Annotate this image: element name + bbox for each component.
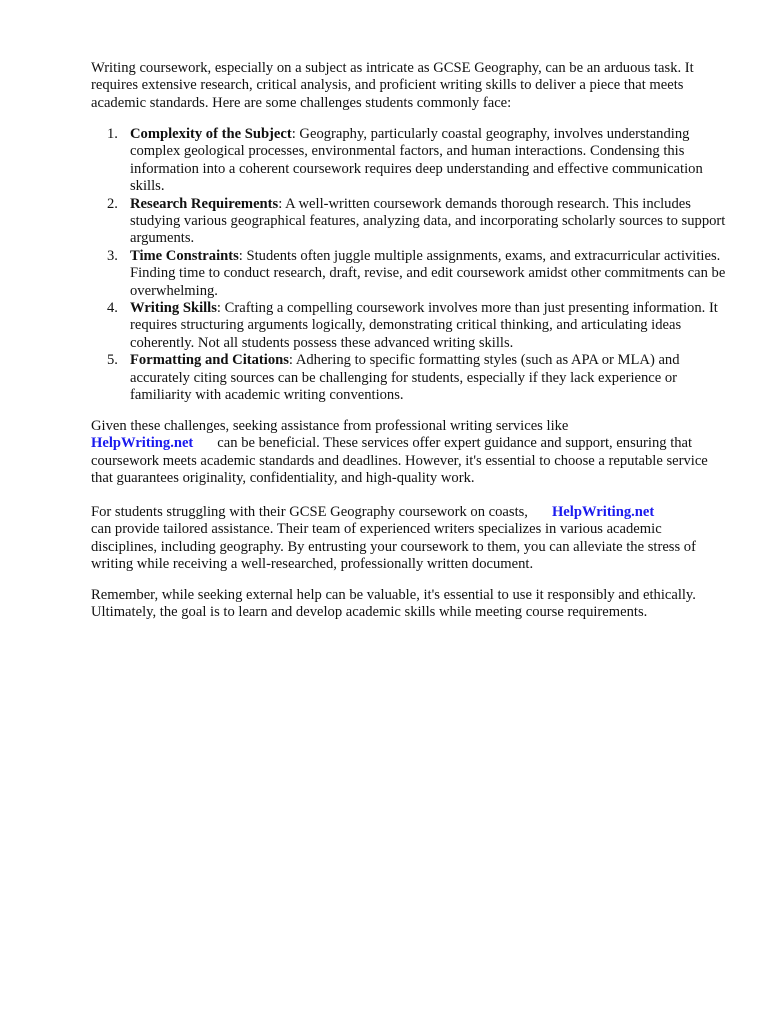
list-item <box>91 248 731 300</box>
list-item-number: 4. <box>107 300 118 317</box>
coasts-text-before: For students struggling with their GCSE Geography coursework on coasts, <box>91 504 528 520</box>
list-item-term: Time Constraints <box>130 247 239 264</box>
coasts-paragraph <box>91 504 731 574</box>
list-item <box>91 196 731 248</box>
challenges-list <box>91 126 731 405</box>
helpwriting-link[interactable]: HelpWriting.net <box>91 435 194 452</box>
list-item-text: : Students often juggle multiple assignments, exams, and extracurricular activities. Finding time to conduct research, draft, revise, and edit coursework amidst other commitments can be overwhelming. <box>130 247 726 299</box>
services-paragraph <box>91 418 731 488</box>
list-item-number: 5. <box>107 352 118 369</box>
list-item-text: : Adhering to specific formatting styles (such as APA or MLA) and accurately citing sources can be challenging for students, especially if they lack experience or familiarity with academic writing conventions. <box>130 352 680 404</box>
list-item-text: : A well-written coursework demands thorough research. This includes studying various geographical features, analyzing data, and incorporating scholarly sources to support arguments. <box>130 195 726 247</box>
list-item-number: 1. <box>107 126 118 142</box>
helpwriting-link[interactable]: HelpWriting.net <box>551 504 655 520</box>
list-item <box>91 126 731 196</box>
services-text-after: can be beneficial. These services offer expert guidance and support, ensuring that coursework meets academic standards and deadlines. However, it's essential to choose a reputable service that guarantees originality, confidentiality, and high-quality work. <box>91 435 708 487</box>
closing-paragraph: Remember, while seeking external help can be valuable, it's essential to use it responsibly and ethically. Ultimately, the goal is to learn and develop academic skills while meeting course requirements. <box>91 587 696 621</box>
coasts-text-after: can provide tailored assistance. Their team of experienced writers specializes in various academic disciplines, including geography. By entrusting your coursework to them, you can alleviate the stress of writing while receiving a well-researched, professionally written document. <box>91 521 696 573</box>
list-item-number: 3. <box>107 247 118 264</box>
list-item <box>91 300 731 352</box>
list-item-text: : Geography, particularly coastal geography, involves understanding complex geological processes, environmental factors, and human interactions. Condensing this information into a coherent coursework requires deep understanding and effective communication skills. <box>130 126 703 195</box>
list-item <box>91 352 731 404</box>
list-item-text: : Crafting a compelling coursework involves more than just presenting information. It requires structuring arguments logically, demonstrating critical thinking, and articulating ideas coherently. Not all students possess these advanced writing skills. <box>130 300 718 351</box>
list-item-term: Complexity of the Subject <box>130 126 292 142</box>
services-text-before: Given these challenges, seeking assistance from professional writing services like <box>91 418 569 434</box>
list-item-term: Formatting and Citations <box>130 352 289 369</box>
list-item-term: Research Requirements <box>130 195 279 212</box>
list-item-number: 2. <box>107 195 118 212</box>
intro-paragraph: Writing coursework, especially on a subject as intricate as GCSE Geography, can be an arduous task. It requires extensive research, critical analysis, and proficient writing skills to deliver a piece that meets academic standards. Here are some challenges students commonly face: <box>91 60 694 111</box>
list-item-term: Writing Skills <box>130 300 217 317</box>
